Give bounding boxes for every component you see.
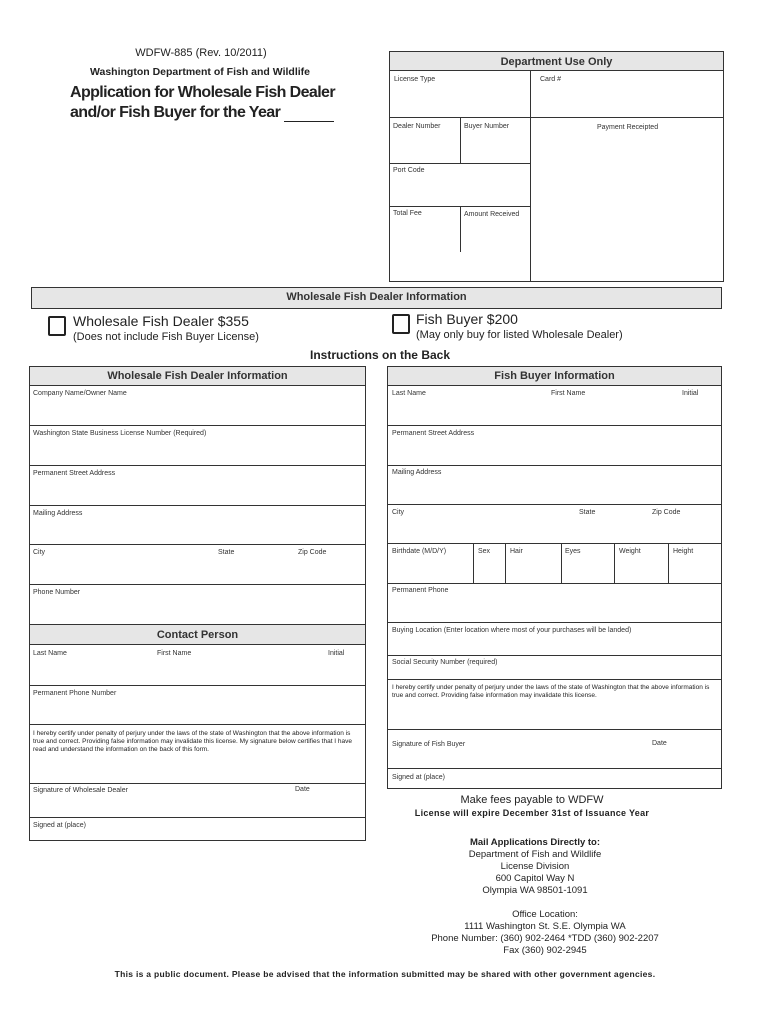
buyer-street-address-field[interactable]: Permanent Street Address [392, 430, 475, 437]
buyer-info-header: Fish Buyer Information [494, 370, 615, 382]
buyer-phone-field[interactable]: Permanent Phone [392, 587, 449, 594]
dealer-divider [29, 425, 366, 426]
port-code-label: Port Code [393, 167, 425, 174]
buyer-divider [387, 729, 722, 730]
dealer-checkbox[interactable] [48, 316, 66, 336]
instructions-note: Instructions on the Back [309, 348, 451, 362]
options-header: Wholesale Fish Dealer Information [286, 291, 467, 303]
company-name-field[interactable]: Company Name/Owner Name [33, 390, 127, 397]
contact-first-name-field[interactable]: First Name [157, 650, 192, 657]
contact-phone-field[interactable]: Permanent Phone Number [33, 690, 117, 697]
card-number-label: Card # [540, 76, 562, 83]
contact-person-header: Contact Person [156, 629, 239, 641]
buyer-mailing-address-field[interactable]: Mailing Address [392, 469, 442, 476]
buyer-divider-v [561, 543, 562, 583]
expiration-note: License will expire December 31st of Issuance Year [414, 808, 650, 818]
dealer-divider [29, 783, 366, 784]
dealer-certification-text: I hereby certify under penalty of perjury under the laws of the state of Washington that the above information is true and correct. Providing false information may invalidate this license. My signature below certifies that I have read and understand the information on the back of this form. [33, 730, 353, 753]
buyer-city-field[interactable]: City [392, 509, 405, 516]
buyer-date-field[interactable]: Date [652, 740, 667, 747]
buyer-divider-v [668, 543, 669, 583]
office-heading: Office Location: [512, 909, 578, 920]
buyer-divider [387, 504, 722, 505]
dealer-phone-field[interactable]: Phone Number [33, 589, 81, 596]
buyer-zip-field[interactable]: Zip Code [652, 509, 681, 516]
license-type-label: License Type [394, 76, 436, 83]
dealer-date-field[interactable]: Date [295, 786, 310, 793]
buyer-divider [387, 583, 722, 584]
dealer-option-label: Wholesale Fish Dealer $355 [73, 313, 249, 329]
dealer-state-field[interactable]: State [218, 549, 235, 556]
buyer-checkbox[interactable] [392, 314, 410, 334]
buyer-option-note: (May only buy for listed Wholesale Dealer) [416, 329, 623, 341]
mail-line-2: License Division [500, 861, 570, 872]
dealer-mailing-address-field[interactable]: Mailing Address [33, 510, 83, 517]
buyer-height-field[interactable]: Height [673, 548, 694, 555]
buyer-certification-text: I hereby certify under penalty of perjury under the laws of the state of Washington that the above information is true and correct. Providing false information may invalidate this license. [392, 684, 710, 699]
buyer-birthdate-field[interactable]: Birthdate (M/D/Y) [392, 548, 447, 555]
buyer-divider-v [614, 543, 615, 583]
buyer-divider-v [505, 543, 506, 583]
buyer-ssn-field[interactable]: Social Security Number (required) [392, 659, 498, 666]
buyer-divider [387, 655, 722, 656]
dept-divider-h2 [389, 163, 531, 164]
dealer-divider [29, 817, 366, 818]
buyer-first-name-field[interactable]: First Name [551, 390, 586, 397]
buyer-hair-field[interactable]: Hair [510, 548, 523, 555]
mail-line-1: Department of Fish and Wildlife [468, 849, 602, 860]
buyer-divider [387, 465, 722, 466]
buyer-eyes-field[interactable]: Eyes [565, 548, 581, 555]
dealer-info-header: Wholesale Fish Dealer Information [107, 370, 288, 382]
buyer-divider [387, 679, 722, 680]
form-number: WDFW-885 (Rev. 10/2011) [135, 47, 267, 59]
dealer-info-box [29, 366, 366, 841]
payment-receipted-label: Payment Receipted [597, 124, 659, 131]
dept-divider-v1 [530, 71, 531, 282]
buyer-sex-field[interactable]: Sex [478, 548, 491, 555]
dealer-divider [29, 724, 366, 725]
buyer-weight-field[interactable]: Weight [619, 548, 641, 555]
agency-name: Washington Department of Fish and Wildlife [89, 66, 310, 78]
contact-initial-field[interactable]: Initial [328, 650, 345, 657]
page-title-line1: Application for Wholesale Fish Dealer [70, 84, 335, 101]
dealer-city-field[interactable]: City [33, 549, 46, 556]
dealer-divider [29, 465, 366, 466]
contact-last-name-field[interactable]: Last Name [33, 650, 67, 657]
buyer-number-label: Buyer Number [464, 123, 510, 130]
buyer-divider [387, 768, 722, 769]
dept-divider-v2 [460, 117, 461, 163]
mail-heading: Mail Applications Directly to: [469, 837, 601, 848]
amount-received-label: Amount Received [464, 211, 520, 218]
buyer-last-name-field[interactable]: Last Name [392, 390, 426, 397]
dealer-signature-field[interactable]: Signature of Wholesale Dealer [33, 787, 128, 794]
office-fax: Fax (360) 902-2945 [503, 945, 587, 956]
dealer-divider [29, 685, 366, 686]
payable-note: Make fees payable to WDFW [460, 794, 604, 806]
dealer-signed-at-field[interactable]: Signed at (place) [33, 822, 86, 829]
year-blank[interactable] [284, 108, 334, 122]
total-fee-label: Total Fee [393, 210, 422, 217]
department-use-box [389, 51, 724, 282]
dealer-divider [29, 544, 366, 545]
buyer-state-field[interactable]: State [579, 509, 596, 516]
dealer-option-note: (Does not include Fish Buyer License) [73, 331, 259, 343]
dept-divider-v3 [460, 206, 461, 252]
buyer-divider [387, 425, 722, 426]
title-line2-text: and/or Fish Buyer for the Year [70, 104, 281, 121]
buyer-divider-v [473, 543, 474, 583]
office-phone: Phone Number: (360) 902-2464 *TDD (360) 902-2207 [431, 933, 659, 944]
buying-location-field[interactable]: Buying Location (Enter location where most of your purchases will be landed) [392, 627, 632, 634]
mail-line-4: Olympia WA 98501-1091 [482, 885, 588, 896]
department-use-header: Department Use Only [500, 56, 613, 68]
buyer-signed-at-field[interactable]: Signed at (place) [392, 774, 445, 781]
buyer-option-label: Fish Buyer $200 [416, 311, 518, 327]
dealer-divider [29, 584, 366, 585]
page-title-line2 [70, 104, 334, 122]
buyer-divider [387, 543, 722, 544]
mail-line-3: 600 Capitol Way N [495, 873, 575, 884]
buyer-initial-field[interactable]: Initial [682, 390, 699, 397]
business-license-field[interactable]: Washington State Business License Number (Required) [33, 430, 207, 437]
dealer-zip-field[interactable]: Zip Code [298, 549, 327, 556]
buyer-signature-field[interactable]: Signature of Fish Buyer [392, 741, 466, 748]
dealer-street-address-field[interactable]: Permanent Street Address [33, 470, 116, 477]
dealer-divider [29, 505, 366, 506]
public-document-notice: This is a public document. Please be advised that the information submitted may be shared with other government agencies. [114, 969, 656, 979]
office-address: 1111 Washington St. S.E. Olympia WA [464, 921, 626, 932]
buyer-divider [387, 622, 722, 623]
dealer-number-label: Dealer Number [393, 123, 441, 130]
dept-divider-h1 [389, 117, 724, 118]
